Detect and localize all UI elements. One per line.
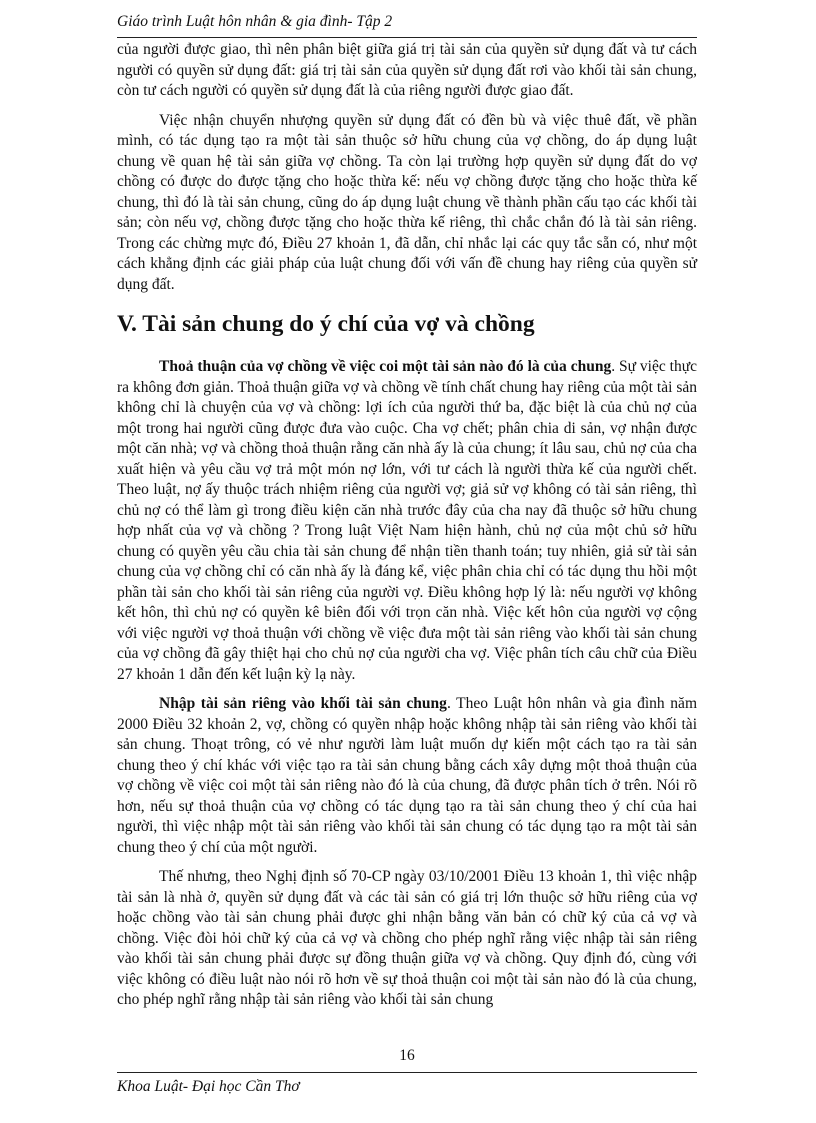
paragraph-lead-term: Nhập tài sản riêng vào khối tài sản chung (159, 695, 447, 712)
paragraph-body-text: . Theo Luật hôn nhân và gia đình năm 2000 Điều 32 khoản 2, vợ, chồng có quyền nhập hoặc không nhập tài sản riêng vào khối tài sản chung. Thoạt trông, có vẻ như người làm luật muốn dự kiến một cách tạo ra tài sản chung theo ý chí khác với việc tạo ra tài sản chung bằng cách xây dựng một thoả thuận của vợ chồng về việc coi một tài sản riêng nào đó là của chung, đã được phân tích ở trên. Nói rõ hơn, nếu sự thoả thuận của vợ chồng có tác dụng tạo ra tài sản chung theo ý chí của hai người, thì việc nhập một tài sản riêng vào khối tài sản chung có tác dụng tạo ra một tài sản chung theo ý chí của một người. (117, 695, 697, 856)
page-number: 16 (399, 1047, 415, 1064)
paragraph-continuation: của người được giao, thì nên phân biệt giữa giá trị tài sản của quyền sử dụng đất và tư cách người có quyền sử dụng đất: giá trị tài sản của quyền sử dụng đất rơi vào khối tài sản chung, còn tư cách người có quyền sử dụng đất là của riêng người được giao đất. (117, 41, 697, 99)
paragraph-decree-70: Thế nhưng, theo Nghị định số 70-CP ngày 03/10/2001 Điều 13 khoản 1, thì việc nhập tài sản là nhà ở, quyền sử dụng đất và các tài sản có giá trị lớn thuộc sở hữu riêng của vợ hoặc chồng vào tài sản chung phải được ghi nhận bằng văn bản có chữ ký của cả vợ và chồng. Việc đòi hỏi chữ ký của cả vợ và chồng cho phép nghĩ rằng việc nhập tài sản riêng vào khối tài sản chung phải được sự đồng thuận giữa vợ và chồng. Quy định đó, cùng với việc không có điều luật nào nói rõ hơn về sự thoả thuận coi một tài sản nào đó là của chung, cho phép nghĩ rằng nhập tài sản riêng vào khối tài sản chung (117, 868, 697, 1008)
paragraph-lead-term: Thoả thuận của vợ chồng về việc coi một tài sản nào đó là của chung (159, 358, 612, 375)
footer-divider (117, 1072, 697, 1073)
running-footer: Khoa Luật- Đại học Cần Thơ (117, 1078, 300, 1095)
paragraph-body-text: . Sự việc thực ra không đơn giản. Thoả thuận giữa vợ và chồng về tính chất chung hay riêng của một tài sản không chỉ là chuyện của vợ và chồng: lợi ích của người thứ ba, đặc biệt là của chủ nợ của một trong hai người cũng được đưa vào cuộc. Cha vợ chết; phân chia di sản, vợ nhận được một căn nhà; vợ và chồng thoả thuận rằng căn nhà ấy là của chung; ít lâu sau, chủ nợ của cha xuất hiện và yêu cầu vợ trả một món nợ lớn, với tư cách là người thừa kế của người chết. Theo luật, nợ ấy thuộc trách nhiệm riêng của người vợ; giả sử vợ không có tài sản riêng, thì chủ nợ có thể làm gì trong điều kiện căn nhà trước đây của cha nay đã thuộc sở hữu chung hợp nhất của vợ và chồng ? Trong luật Việt Nam hiện hành, chủ nợ của một chủ sở hữu chung có quyền yêu cầu chia tài sản chung để nhận tiền thanh toán; tuy nhiên, giả sử tài sản chung của vợ chồng chỉ có căn nhà ấy là đáng kể, việc phân chia chỉ có tác dụng thu hồi một phần tài sản cho khối tài sản riêng của người vợ. Điều không hợp lý là: nếu người vợ không kết hôn, thì chủ nợ có quyền kê biên đối với trọn căn nhà. Việc kết hôn của người vợ cộng với việc người vợ thoả thuận với chồng về việc đưa một tài sản riêng vào khối tài sản chung của vợ chồng đã gây thiệt hại cho chủ nợ của người cha vợ. Việc phân tích câu chữ của Điều 27 khoản 1 dẫn đến kết luận kỳ lạ này. (117, 358, 697, 683)
section-heading: V. Tài sản chung do ý chí của vợ và chồng (117, 311, 535, 337)
paragraph-merge-property (117, 694, 697, 858)
page-body (117, 40, 697, 1020)
header-divider (117, 37, 697, 38)
paragraph-land-use-rights: Việc nhận chuyển nhượng quyền sử dụng đất có đền bù và việc thuê đất, về phần mình, có tác dụng tạo ra một tài sản thuộc sở hữu chung của vợ chồng, do áp dụng luật chung về quan hệ tài sản giữa vợ chồng. Ta còn lại trường hợp quyền sử dụng đất do vợ chồng có được do được tặng cho hoặc thừa kế: nếu vợ chồng được tặng cho hoặc thừa kế chung, thì đó là tài sản chung, cũng do áp dụng luật chung về thành phần cấu tạo các khối tài sản; còn nếu vợ, chồng được tặng cho hoặc thừa kế riêng, thì chắc chắn đó là tài sản riêng. Trong các chừng mực đó, Điều 27 khoản 1, đã dẫn, chỉ nhắc lại các quy tắc sẵn có, như một cách khẳng định các giải pháp của luật chung đối với vấn đề chung hay riêng của quyền sử dụng đất. (117, 111, 697, 293)
paragraph-spousal-agreement (117, 357, 697, 685)
running-header: Giáo trình Luật hôn nhân & gia đình- Tập 2 (117, 13, 393, 30)
